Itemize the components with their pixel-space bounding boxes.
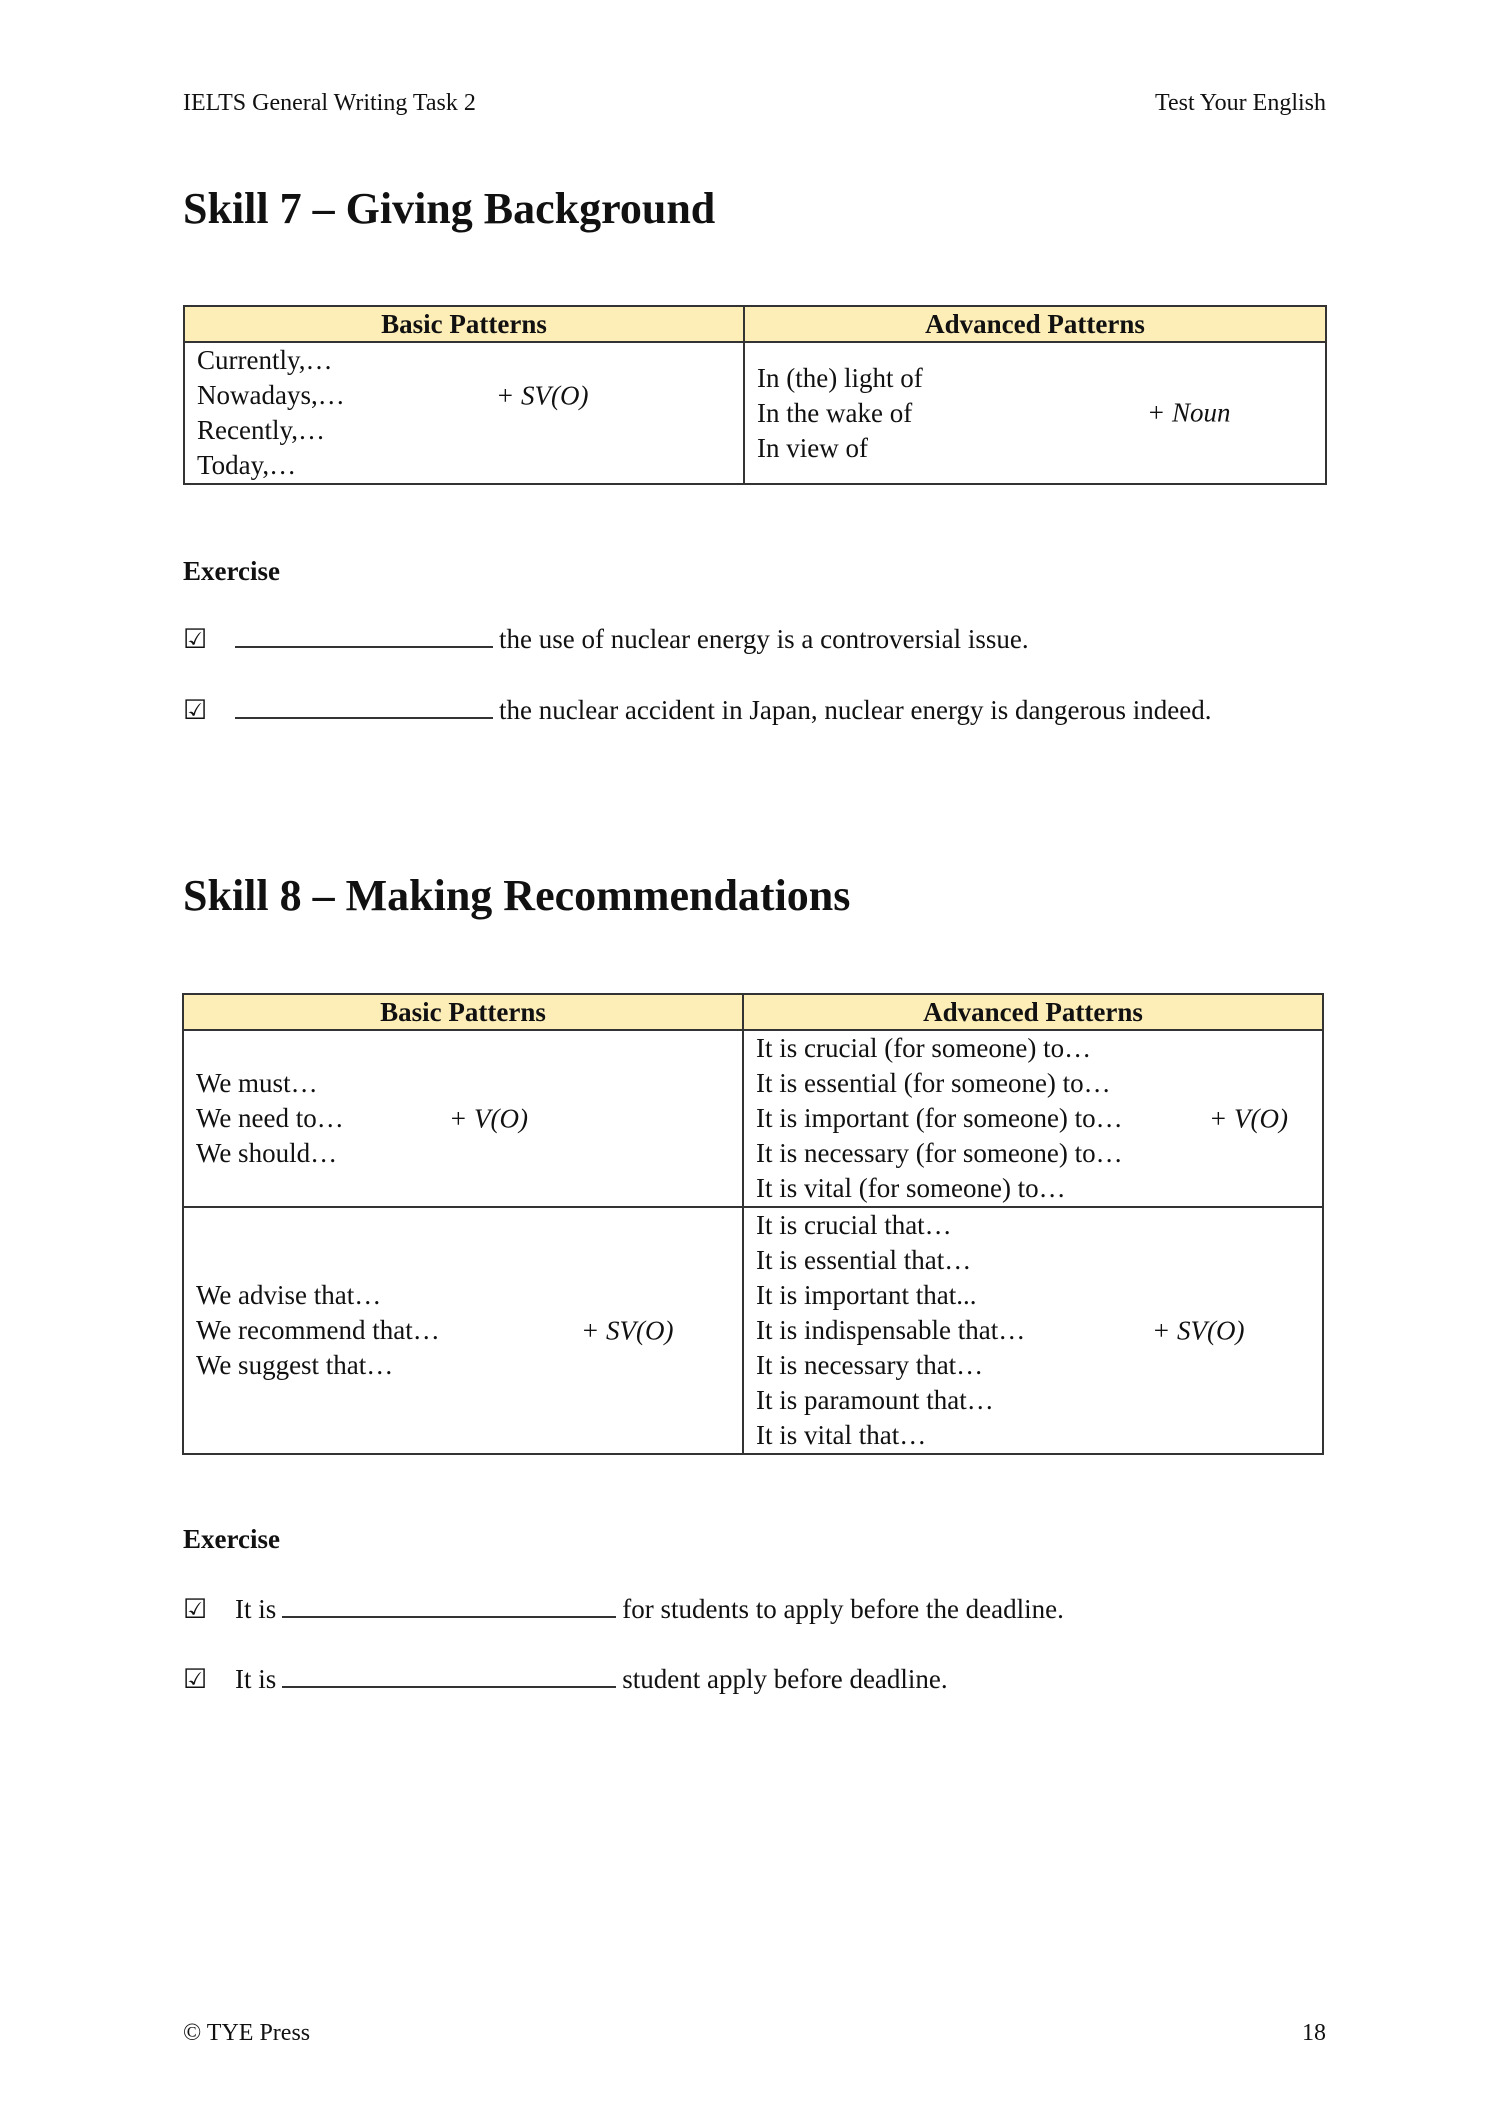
column-header-advanced: Advanced Patterns xyxy=(744,306,1326,342)
checkbox-icon[interactable]: ☑ xyxy=(183,1664,208,1694)
pattern-suffix: + SV(O) xyxy=(496,380,589,411)
pattern: It is necessary (for someone) to… xyxy=(756,1138,1123,1168)
pattern-suffix: + V(O) xyxy=(449,1103,528,1133)
answer-blank[interactable] xyxy=(235,624,493,648)
pattern: It is essential that… xyxy=(756,1245,972,1275)
basic-cell xyxy=(183,1030,743,1207)
pattern: It is crucial that… xyxy=(756,1210,952,1240)
checkbox-icon[interactable]: ☑ xyxy=(183,695,208,725)
pattern: It is essential (for someone) to… xyxy=(756,1068,1111,1098)
checkbox-icon[interactable]: ☑ xyxy=(183,624,208,654)
checkbox-icon[interactable]: ☑ xyxy=(183,1594,208,1624)
pattern-suffix: + SV(O) xyxy=(581,1315,674,1345)
pattern: We suggest that… xyxy=(196,1350,394,1380)
pattern-suffix: + SV(O) xyxy=(1152,1315,1245,1345)
exercise-prefix: It is xyxy=(235,1664,277,1694)
skill7-title: Skill 7 – Giving Background xyxy=(183,184,716,233)
exercise-text: student apply before deadline. xyxy=(622,1664,948,1694)
pattern: Nowadays,… xyxy=(197,380,345,410)
exercise-prefix: It is xyxy=(235,1594,277,1624)
column-header-basic: Basic Patterns xyxy=(183,994,743,1030)
advanced-cell xyxy=(744,342,1326,484)
pattern: In view of xyxy=(757,432,868,463)
pattern: It is indispensable that… xyxy=(756,1315,1026,1345)
skill8-table xyxy=(182,993,1324,1455)
pattern: We need to… xyxy=(196,1103,344,1133)
skill8-title: Skill 8 – Making Recommendations xyxy=(183,871,851,920)
answer-blank[interactable] xyxy=(282,1594,616,1618)
pattern: We recommend that… xyxy=(196,1315,440,1345)
pattern-suffix: + V(O) xyxy=(1209,1103,1288,1133)
exercise-item xyxy=(183,1664,948,1695)
advanced-cell xyxy=(743,1030,1323,1207)
pattern: In (the) light of xyxy=(757,362,923,393)
exercise-item xyxy=(183,1594,1064,1625)
basic-cell xyxy=(183,1207,743,1454)
exercise-title: Exercise xyxy=(183,556,280,586)
pattern: Recently,… xyxy=(197,415,325,445)
pattern: It is vital (for someone) to… xyxy=(756,1173,1066,1203)
pattern: We should… xyxy=(196,1138,338,1168)
footer-copyright: © TYE Press xyxy=(183,2020,311,2046)
pattern: We must… xyxy=(196,1068,318,1098)
header-left: IELTS General Writing Task 2 xyxy=(183,90,476,116)
pattern: It is important (for someone) to… xyxy=(756,1103,1123,1133)
pattern: It is crucial (for someone) to… xyxy=(756,1033,1092,1063)
exercise-text: the nuclear accident in Japan, nuclear energy is dangerous indeed. xyxy=(499,695,1212,725)
column-header-advanced: Advanced Patterns xyxy=(743,994,1323,1030)
exercise-text: for students to apply before the deadline. xyxy=(622,1594,1064,1624)
exercise-item xyxy=(183,695,1211,726)
answer-blank[interactable] xyxy=(235,695,493,719)
exercise-item xyxy=(183,624,1029,655)
exercise-title: Exercise xyxy=(183,1524,280,1554)
exercise-text: the use of nuclear energy is a controversial issue. xyxy=(499,624,1029,654)
header-right: Test Your English xyxy=(1154,90,1326,116)
page-number: 18 xyxy=(1302,2020,1326,2046)
advanced-cell xyxy=(743,1207,1323,1454)
column-header-basic: Basic Patterns xyxy=(184,306,744,342)
pattern-suffix: + Noun xyxy=(1147,397,1231,428)
skill7-table xyxy=(183,305,1327,485)
pattern: It is important that... xyxy=(756,1280,977,1310)
pattern: Currently,… xyxy=(197,345,333,375)
pattern: It is necessary that… xyxy=(756,1350,984,1380)
pattern: It is paramount that… xyxy=(756,1385,994,1415)
pattern: Today,… xyxy=(197,450,297,480)
pattern: In the wake of xyxy=(757,397,913,428)
answer-blank[interactable] xyxy=(282,1664,616,1688)
pattern: It is vital that… xyxy=(756,1420,927,1450)
pattern: We advise that… xyxy=(196,1280,382,1310)
basic-cell xyxy=(184,342,744,484)
